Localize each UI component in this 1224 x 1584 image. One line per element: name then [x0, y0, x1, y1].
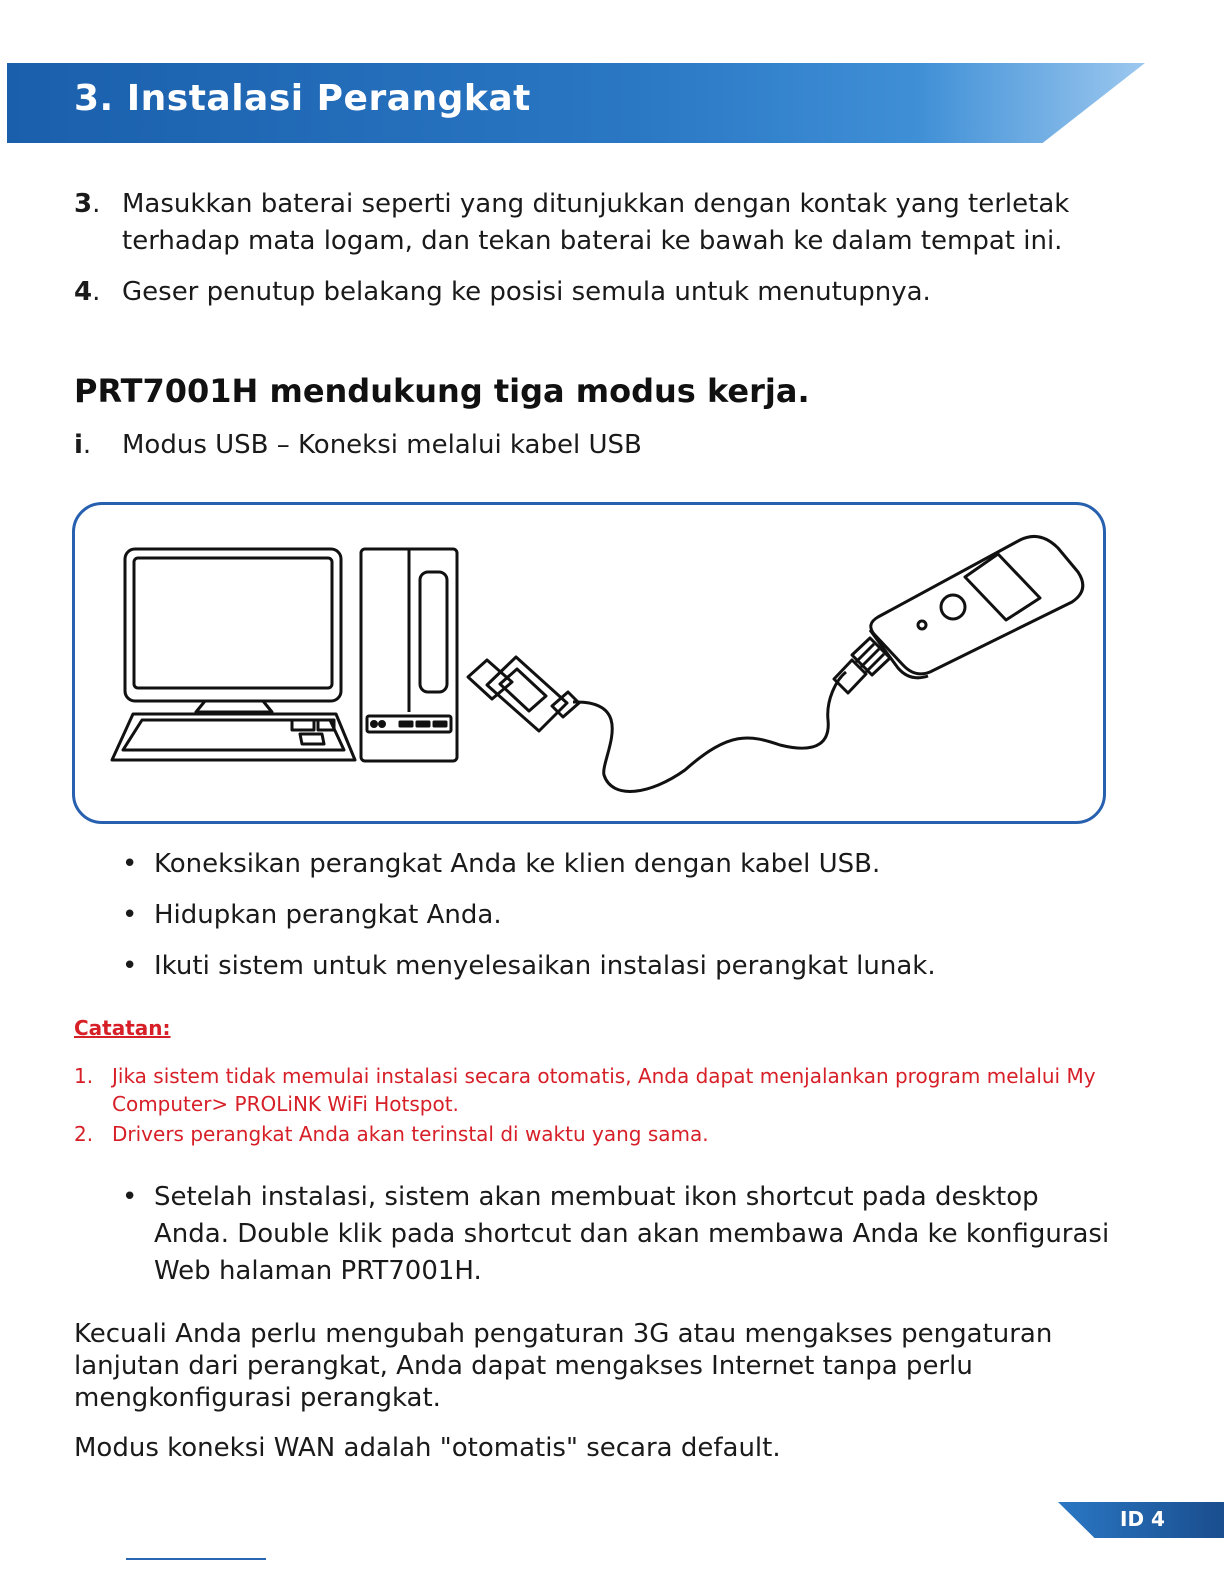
step-text: Masukkan baterai seperti yang ditunjukkan dengan kontak yang terletak terhadap mata logam, dan tekan baterai ke bawah ke dalam tempat ini.: [122, 189, 1070, 256]
keyboard-icon: [112, 714, 355, 760]
section-title: PRT7001H mendukung tiga modus kerja.: [74, 372, 810, 410]
bullet-dot: •: [122, 1182, 138, 1212]
bullet-dot: •: [122, 951, 138, 981]
note-number: 2.: [74, 1122, 94, 1146]
bullet-dot: •: [122, 849, 138, 879]
paragraph: Kecuali Anda perlu mengubah pengaturan 3G atau mengakses pengaturan lanjutan dari perangkat, Anda dapat mengakses Internet tanpa perlu mengkonfigurasi perangkat.: [74, 1319, 1053, 1413]
bullet-text: Hidupkan perangkat Anda.: [154, 900, 502, 930]
note-text: Drivers perangkat Anda akan terinstal di waktu yang sama.: [112, 1122, 709, 1146]
mode-text: Modus USB – Koneksi melalui kabel USB: [122, 430, 642, 460]
footer-line: [126, 1558, 266, 1560]
step-text: Geser penutup belakang ke posisi semula untuk menutupnya.: [122, 277, 931, 307]
page-title: 3. Instalasi Perangkat: [74, 78, 531, 119]
bullet-text: Koneksikan perangkat Anda ke klien dengan kabel USB.: [154, 849, 881, 879]
step-number: 3.: [74, 189, 101, 219]
tower-icon: [361, 549, 457, 761]
bullet-dot: •: [122, 900, 138, 930]
mode-number: i.: [74, 430, 92, 460]
monitor-icon: [125, 549, 341, 712]
usb-plug-icon: [468, 657, 579, 731]
note-title: Catatan:: [74, 1016, 171, 1040]
note-number: 1.: [74, 1064, 94, 1088]
hotspot-device-icon: [870, 536, 1083, 677]
paragraph: Modus koneksi WAN adalah "otomatis" secara default.: [74, 1433, 781, 1463]
bullet-text: Ikuti sistem untuk menyelesaikan instalasi perangkat lunak.: [154, 951, 936, 981]
bullet-text: Setelah instalasi, sistem akan membuat ikon shortcut pada desktop Anda. Double klik pada shortcut dan akan membawa Anda ke konfigurasi Web halaman PRT7001H.: [154, 1182, 1110, 1286]
note-text: Jika sistem tidak memulai instalasi secara otomatis, Anda dapat menjalankan program melalui My Computer> PROLiNK WiFi Hotspot.: [112, 1064, 1096, 1116]
usb-cable: [573, 672, 846, 791]
page-number: ID 4: [1120, 1507, 1165, 1531]
step-number: 4.: [74, 277, 101, 307]
